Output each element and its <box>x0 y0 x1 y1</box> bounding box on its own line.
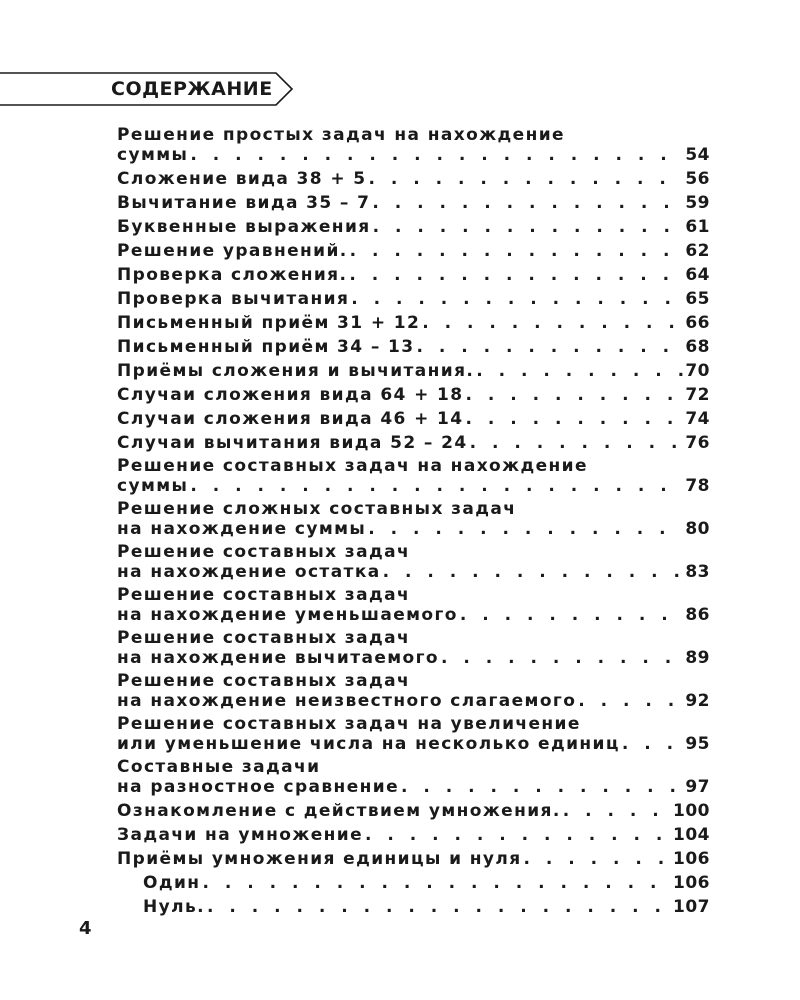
toc-entry-page: 107 <box>673 897 710 917</box>
dot-leader <box>524 849 671 869</box>
toc-entry-title: Решение уравнений. <box>117 241 348 261</box>
toc-entry-page: 106 <box>673 849 710 869</box>
dot-leader <box>622 734 683 754</box>
toc-entry-page: 72 <box>685 385 710 405</box>
toc-entry-page: 62 <box>685 241 710 261</box>
toc-entry-title: Ознакомление с действием умножения. <box>117 801 561 821</box>
toc-entry-page: 100 <box>673 801 710 821</box>
dot-leader <box>365 825 671 845</box>
toc-entry[interactable] <box>117 629 710 668</box>
dot-leader <box>401 777 683 797</box>
toc-entry[interactable] <box>117 897 710 917</box>
dot-leader <box>563 801 671 821</box>
toc-entry[interactable] <box>117 217 710 237</box>
toc-entry-title: Приёмы сложения и вычитания. <box>117 361 475 381</box>
dot-leader <box>476 361 683 381</box>
toc-entry[interactable] <box>117 289 710 309</box>
dot-leader <box>422 313 683 333</box>
toc-entry-row <box>117 562 710 582</box>
toc-entry-row <box>117 433 710 453</box>
toc-entry-row <box>117 409 710 429</box>
toc-entry[interactable] <box>117 361 710 381</box>
toc-entry[interactable] <box>117 169 710 189</box>
toc-entry-page: 78 <box>685 476 710 496</box>
toc-entry-page: 106 <box>673 873 710 893</box>
dot-leader <box>460 605 683 625</box>
toc-entry-title: Буквенные выражения <box>117 217 371 237</box>
toc-entry[interactable] <box>117 500 710 539</box>
toc-entry-row <box>117 777 710 797</box>
toc-entry-title-line: Решение сложных составных задач <box>117 499 517 519</box>
dot-leader <box>470 433 684 453</box>
toc-entry-title: Сложение вида 38 + 5 <box>117 169 367 189</box>
toc-entry[interactable] <box>117 873 710 893</box>
section-header <box>0 70 300 110</box>
toc-entry-title: на нахождение остатка <box>117 562 381 582</box>
dot-leader <box>207 897 671 917</box>
toc-entry-title: или уменьшение числа на несколько единиц <box>117 734 620 754</box>
dot-leader <box>441 648 683 668</box>
toc-entry-title: суммы <box>117 145 189 165</box>
toc-entry-row <box>117 337 710 357</box>
toc-entry-page: 56 <box>685 169 710 189</box>
dot-leader <box>351 289 683 309</box>
toc-entry[interactable] <box>117 265 710 285</box>
toc-entry-title-line: Решение составных задач на нахождение <box>117 456 588 476</box>
toc-entry-title: Один <box>143 873 201 893</box>
toc-entry-page: 68 <box>685 337 710 357</box>
dot-leader <box>372 193 683 213</box>
toc-entry-title: Вычитание вида 35 – 7 <box>117 193 371 213</box>
toc-entry-title: Случаи вычитания вида 52 – 24 <box>117 433 468 453</box>
toc-entry-title-line: Решение составных задач <box>117 585 411 605</box>
toc-entry-row <box>117 193 710 213</box>
toc-entry-page: 104 <box>673 825 710 845</box>
toc-entry[interactable] <box>117 193 710 213</box>
toc-entry[interactable] <box>117 457 710 496</box>
toc-entry-page: 65 <box>685 289 710 309</box>
toc-entry-row <box>117 289 710 309</box>
toc-entry-title: Случаи сложения вида 64 + 18 <box>117 385 464 405</box>
toc-entry-row <box>117 849 710 869</box>
contents-heading: СОДЕРЖАНИЕ <box>111 78 273 100</box>
dot-leader <box>369 169 684 189</box>
toc-entry-row <box>117 897 710 917</box>
toc-entry-title: на нахождение неизвестного слагаемого <box>117 691 577 711</box>
toc-entry-row <box>117 313 710 333</box>
toc-entry-title: Нуль. <box>143 897 205 917</box>
toc-entry-title: Проверка сложения. <box>117 265 348 285</box>
toc-entry-row <box>117 361 710 381</box>
toc-entry-title-line: Решение составных задач <box>117 628 411 648</box>
toc-entry-title: суммы <box>117 476 189 496</box>
toc-entry-title: на нахождение уменьшаемого <box>117 605 458 625</box>
toc-entry-row <box>117 145 710 165</box>
toc-entry-row <box>117 476 710 496</box>
toc-entry[interactable] <box>117 672 710 711</box>
toc-entry-row <box>117 691 710 711</box>
toc-entry-row <box>117 241 710 261</box>
toc-entry-row <box>117 265 710 285</box>
toc-entry[interactable] <box>117 543 710 582</box>
toc-entry-title-line: Решение составных задач <box>117 671 411 691</box>
toc-entry-row <box>117 734 710 754</box>
toc-entry-page: 92 <box>685 691 710 711</box>
toc-entry[interactable] <box>117 313 710 333</box>
dot-leader <box>349 265 683 285</box>
table-of-contents <box>117 126 710 921</box>
dot-leader <box>578 691 683 711</box>
toc-entry-page: 59 <box>685 193 710 213</box>
dot-leader <box>190 145 683 165</box>
toc-entry-page: 61 <box>685 217 710 237</box>
toc-entry[interactable] <box>117 586 710 625</box>
toc-entry-row <box>117 873 710 893</box>
toc-entry-page: 76 <box>685 433 710 453</box>
toc-entry[interactable] <box>117 825 710 845</box>
toc-entry-title-line: Составные задачи <box>117 757 321 777</box>
toc-entry-page: 86 <box>685 605 710 625</box>
toc-entry-page: 64 <box>685 265 710 285</box>
dot-leader <box>350 241 684 261</box>
dot-leader <box>417 337 684 357</box>
toc-entry-row <box>117 605 710 625</box>
dot-leader <box>368 519 683 539</box>
dot-leader <box>202 873 671 893</box>
toc-entry[interactable] <box>117 801 710 821</box>
toc-entry-page: 89 <box>685 648 710 668</box>
toc-entry[interactable] <box>117 126 710 165</box>
toc-entry[interactable] <box>117 849 710 869</box>
toc-entry[interactable] <box>117 409 710 429</box>
toc-entry-title-line: Решение простых задач на нахождение <box>117 125 565 145</box>
toc-entry[interactable] <box>117 385 710 405</box>
toc-entry-page: 54 <box>685 145 710 165</box>
toc-entry-row <box>117 801 710 821</box>
toc-entry-row <box>117 217 710 237</box>
dot-leader <box>373 217 684 237</box>
toc-entry-title-line: Решение составных задач <box>117 542 411 562</box>
toc-entry[interactable] <box>117 715 710 754</box>
toc-entry-row <box>117 385 710 405</box>
toc-entry-title: Письменный приём 31 + 12 <box>117 313 421 333</box>
toc-entry[interactable] <box>117 433 710 453</box>
toc-entry-page: 66 <box>685 313 710 333</box>
toc-entry-title: на разностное сравнение <box>117 777 400 797</box>
toc-entry-title: на нахождение вычитаемого <box>117 648 439 668</box>
toc-entry-title: Приёмы умножения единицы и нуля <box>117 849 522 869</box>
toc-entry-row <box>117 169 710 189</box>
toc-entry-title: на нахождение суммы <box>117 519 367 539</box>
toc-entry-page: 70 <box>685 361 710 381</box>
toc-entry[interactable] <box>117 758 710 797</box>
dot-leader <box>466 385 684 405</box>
toc-entry-row <box>117 648 710 668</box>
toc-entry-title: Случаи сложения вида 46 + 14 <box>117 409 464 429</box>
toc-entry-page: 95 <box>685 734 710 754</box>
page-number: 4 <box>79 918 92 939</box>
toc-entry-title: Проверка вычитания <box>117 289 350 309</box>
toc-entry-row <box>117 519 710 539</box>
dot-leader <box>466 409 684 429</box>
toc-entry-page: 74 <box>685 409 710 429</box>
toc-entry-title-line: Решение составных задач на увеличение <box>117 714 581 734</box>
toc-entry-page: 83 <box>685 562 710 582</box>
dot-leader <box>383 562 684 582</box>
toc-entry[interactable] <box>117 241 710 261</box>
dot-leader <box>190 476 683 496</box>
toc-entry-row <box>117 825 710 845</box>
toc-entry[interactable] <box>117 337 710 357</box>
toc-entry-title: Письменный приём 34 – 13 <box>117 337 415 357</box>
toc-entry-page: 80 <box>685 519 710 539</box>
toc-entry-title: Задачи на умножение <box>117 825 364 845</box>
toc-entry-page: 97 <box>685 777 710 797</box>
